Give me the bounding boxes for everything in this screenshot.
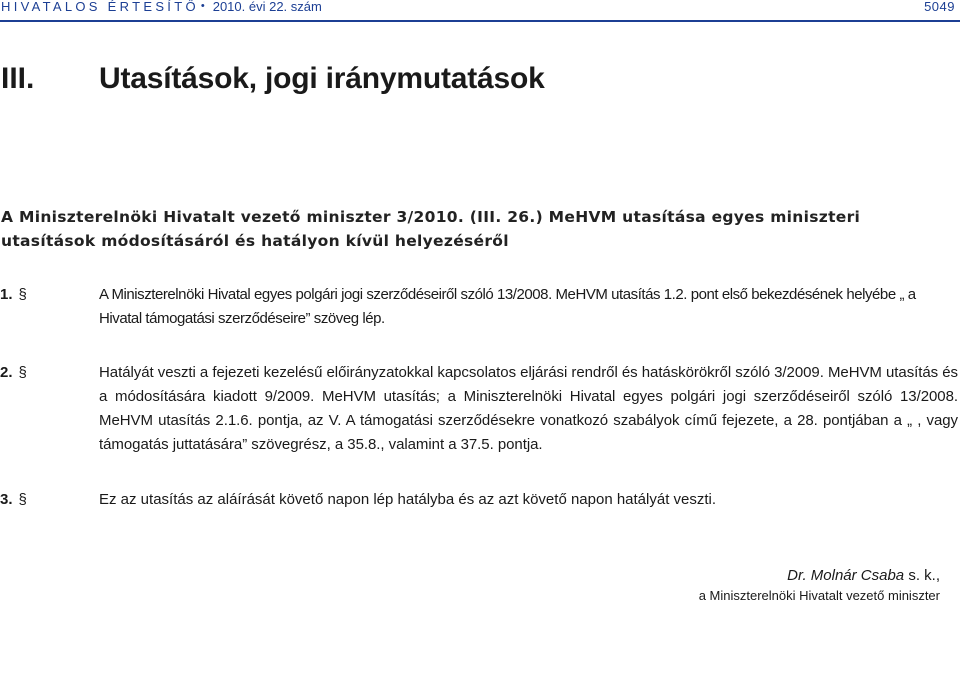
paragraph-number-value: 3.: [0, 491, 13, 508]
page-number: 5049: [924, 0, 955, 14]
paragraph-number: [0, 283, 96, 307]
signature-block: [699, 566, 940, 606]
signature-suffix: s. k.,: [904, 567, 940, 584]
issue-label: 2010. évi 22. szám: [212, 0, 322, 14]
signature-name-line: [699, 566, 940, 586]
paragraph-number: [0, 488, 96, 512]
section-number: III.: [1, 62, 35, 95]
regulation-title: A Miniszterelnöki Hivatalt vezető miniszter 3/2010. (III. 26.) MeHVM utasítása egyes miniszteri utasítások módosításáról és hatályon kívül helyezéséről: [1, 208, 861, 250]
section-sign-icon: §: [18, 286, 27, 303]
section-title: Utasítások, jogi iránymutatások: [99, 62, 545, 95]
section-heading: [1, 62, 545, 96]
paragraph-number-value: 2.: [0, 364, 13, 381]
publication-name: HIVATALOS ÉRTESÍTŐ: [1, 0, 199, 14]
section-sign-icon: §: [18, 364, 27, 381]
paragraph-text: A Miniszterelnöki Hivatal egyes polgári jogi szerződéseiről szóló 13/2008. MeHVM utasítás 1.2. pont első bekezdésének helyébe „ a Hivatal támogatási szerződéseire” szöveg lép.: [99, 286, 916, 327]
section-sign-icon: §: [18, 491, 27, 508]
paragraph-number: [0, 361, 96, 385]
signatory-role: a Miniszterelnöki Hivatalt vezető miniszter: [698, 588, 940, 603]
paragraph-text: Hatályát veszti a fejezeti kezelésű előirányzatokkal kapcsolatos eljárási rendről és hatáskörökről szóló 3/2009. MeHVM utasítás és a módosítására kiadott 9/2009. MeHVM utasítás; a Miniszterelnöki Hivatal egyes polgári jogi szerződéseiről szóló 13/2008. MeHVM utasítás 2.1.6. pontja, az V. A támogatási szerződésekre vonatkozó szabályok című fejezete, a 28. pontjában a „ , vagy támogatás juttatására” szövegrész, a 35.8., valamint a 37.5. pontja.: [99, 364, 958, 453]
running-header: [1, 0, 955, 13]
paragraph-3: [0, 488, 958, 512]
running-header-left: [1, 0, 322, 13]
paragraph-text: Ez az utasítás az aláírását követő napon lép hatályba és az azt követő napon hatályát veszti.: [99, 491, 717, 508]
header-rule: [0, 20, 960, 22]
bullet-icon: •: [200, 0, 205, 12]
signatory-name: Dr. Molnár Csaba: [787, 567, 905, 584]
paragraph-1: [0, 283, 958, 331]
paragraph-2: [0, 361, 958, 457]
paragraph-number-value: 1.: [0, 286, 13, 303]
